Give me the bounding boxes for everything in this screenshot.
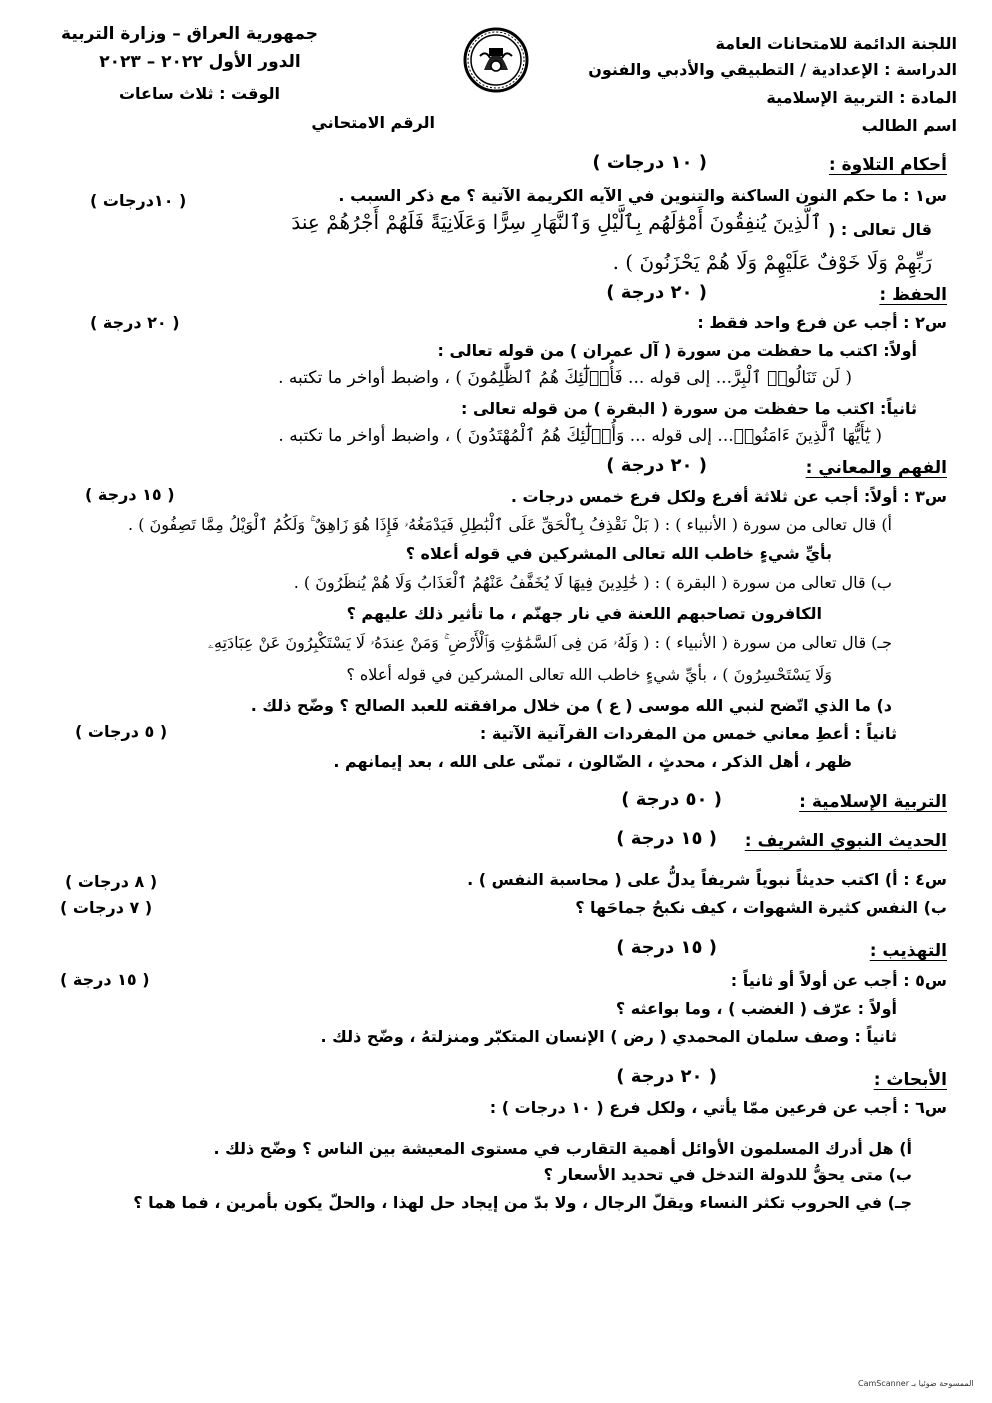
- q3-b-question: الكافرون تصاحبهم اللعنة في نار جهنّم ، ما تأثير ذلك عليهم ؟: [346, 604, 822, 623]
- study-branch: الدراسة : الإعدادية / التطبيقي والأدبي والفنون: [588, 60, 957, 79]
- q2-second-verse: ( يَٰٓأَيُّهَا ٱلَّذِينَ ءَامَنُوا۟... إلى قوله ... وَأُو۟لَٰٓئِكَ هُمُ ٱلْمُهْتَدُونَ ) ، واضبط أواخر ما تكتبه .: [278, 426, 882, 446]
- q2-first-verse: ( لَن تَنَالُوا۟ ٱلْبِرَّ... إلى قوله ... فَأُو۟لَٰٓئِكَ هُمُ ٱلظَّٰلِمُونَ ) ، واضبط أواخر ما تكتبه .: [278, 368, 852, 388]
- q5-text: س٥ : أجب عن أولاً أو ثانياً :: [730, 971, 947, 990]
- section-hadith-heading: الحديث النبوي الشريف :: [744, 831, 947, 851]
- section-tahdhib-marks: ( ١٥ درجة ): [616, 937, 717, 958]
- q6-b: ب) متى يحقُّ للدولة التدخل في تحديد الأسعار ؟: [543, 1165, 912, 1184]
- q2-text: س٢ : أجب عن فرع واحد فقط :: [697, 313, 947, 332]
- q3-c-verse-1: جـ) قال تعالى من سورة ( الأنبياء ) : ( وَلَهُۥ مَن فِى ٱلسَّمَٰوَٰتِ وَٱلْأَرْضِ ۚ وَمَنْ عِندَهُۥ لَا يَسْتَكْبِرُونَ عَنْ عِبَادَتِهِۦ: [207, 633, 892, 652]
- q3-second: ثانياً : أعطِ معاني خمس من المفردات القرآنية الآتية :: [479, 724, 897, 743]
- section-hadith-marks: ( ١٥ درجة ): [616, 828, 717, 849]
- subject-line: المادة : التربية الإسلامية: [766, 88, 957, 107]
- section-hifz-heading: الحفظ :: [879, 285, 947, 305]
- section-hifz-marks: ( ٢٠ درجة ): [606, 282, 707, 303]
- q5-marks: ( ١٥ درجة ): [60, 970, 150, 989]
- q2-marks: ( ٢٠ درجة ): [90, 313, 180, 332]
- student-name-label: اسم الطالب: [861, 116, 957, 135]
- section-tilawa-heading: أحكام التلاوة :: [828, 155, 947, 175]
- camscanner-watermark: الممسوحة ضوئيا بـ CamScanner: [858, 1379, 974, 1388]
- q5-first: أولاً : عرّف ( الغضب ) ، وما بواعثه ؟: [615, 999, 897, 1018]
- q3-second-marks: ( ٥ درجات ): [75, 722, 168, 741]
- q1-text: س١ : ما حكم النون الساكنة والتنوين في الآيه الكريمة الآتية ؟ مع ذكر السبب .: [338, 186, 947, 205]
- q2-second: ثانياً: اكتب ما حفظت من سورة ( البقرة ) من قوله تعالى :: [461, 399, 917, 418]
- exam-number-label: الرقم الامتحاني: [311, 113, 435, 132]
- q4-b-marks: ( ٧ درجات ): [60, 898, 153, 917]
- q6-text: س٦ : أجب عن فرعين ممّا يأتي ، ولكل فرع ( ١٠ درجات ) :: [489, 1098, 947, 1117]
- q3-a-verse: أ) قال تعالى من سورة ( الأنبياء ) : ( بَلْ نَقْذِفُ بِٱلْحَقِّ عَلَى ٱلْبَٰطِلِ فَيَدْمَغُهُۥ فَإِذَا هُوَ زَاهِقٌ ۚ وَلَكُمُ ٱلْوَيْلُ مِمَّا تَصِفُونَ ) .: [128, 515, 892, 534]
- q1-verse-intro: قال تعالى : (: [827, 220, 932, 239]
- section-fahm-heading: الفهم والمعاني :: [805, 458, 947, 478]
- q3-c-verse-2: وَلَا يَسْتَحْسِرُونَ ) ، بأيِّ شيءٍ خاطب الله تعالى المشركين في قوله أعلاه ؟: [346, 665, 832, 684]
- exam-round: الدور الأول ٢٠٢٢ – ٢٠٢٣: [99, 52, 301, 72]
- ministry-emblem-logo: [462, 26, 530, 94]
- ministry-title: جمهورية العراق – وزارة التربية: [61, 24, 318, 44]
- q6-c: جـ) في الحروب تكثر النساء ويقلّ الرجال ، ولا بدّ من إيجاد حل لهذا ، والحلّ يكون بأمرين ، فما هما ؟: [133, 1193, 912, 1212]
- q3-b-verse: ب) قال تعالى من سورة ( البقرة ) : ( خَٰلِدِينَ فِيهَا لَا يُخَفَّفُ عَنْهُمُ ٱلْعَذَابُ وَلَا هُمْ يُنظَرُونَ ) .: [293, 573, 892, 592]
- q3-text: س٣ : أولاً: أجب عن ثلاثة أفرع ولكل فرع خمس درجات .: [510, 487, 947, 506]
- q5-second: ثانياً : وصف سلمان المحمدي ( رض ) الإنسان المتكبّر ومنزلتهُ ، وضّح ذلك .: [320, 1027, 897, 1046]
- q3-marks: ( ١٥ درجة ): [85, 485, 175, 504]
- exam-time: الوقت : ثلاث ساعات: [118, 84, 280, 103]
- q4-a-marks: ( ٨ درجات ): [65, 872, 158, 891]
- section-abhath-heading: الأبحاث :: [873, 1070, 947, 1090]
- q4-b: ب) النفس كثيرة الشهوات ، كيف نكبحُ جماحَها ؟: [575, 898, 947, 917]
- section-abhath-marks: ( ٢٠ درجة ): [616, 1066, 717, 1087]
- section-tahdhib-heading: التهذيب :: [869, 941, 947, 961]
- q1-marks: ( ١٠درجات ): [90, 191, 187, 210]
- committee-title: اللجنة الدائمة للامتحانات العامة: [715, 34, 957, 53]
- section-tarbiya-heading: التربية الإسلامية :: [799, 792, 947, 812]
- q3-words: ظهر ، أهل الذكر ، محدثٍ ، الضّالون ، تمنّى على الله ، بعد إيمانهم .: [333, 752, 852, 771]
- q1-verse-line-1: ٱلَّذِينَ يُنفِقُونَ أَمْوَٰلَهُم بِٱلَّيْلِ وَٱلنَّهَارِ سِرًّا وَعَلَانِيَةً فَلَهُمْ أَجْرُهُمْ عِندَ: [291, 210, 822, 234]
- q3-d: د) ما الذي اتّضح لنبي الله موسى ( ع ) من خلال مرافقته للعبد الصالح ؟ وضّح ذلك .: [250, 696, 892, 715]
- section-fahm-marks: ( ٢٠ درجة ): [606, 455, 707, 476]
- q4-a: س٤ : أ) اكتب حديثاً نبوياً شريفاً يدلُّ على ( محاسبة النفس ) .: [467, 870, 947, 889]
- section-tarbiya-marks: ( ٥٠ درجة ): [621, 789, 722, 810]
- q6-a: أ) هل أدرك المسلمون الأوائل أهمية التقارب في مستوى المعيشة بين الناس ؟ وضّح ذلك .: [213, 1139, 912, 1158]
- q1-verse-line-2: رَبِّهِمْ وَلَا خَوْفٌ عَلَيْهِمْ وَلَا هُمْ يَحْزَنُونَ ) .: [612, 250, 932, 274]
- q3-a-question: بأيِّ شيءٍ خاطب الله تعالى المشركين في قوله أعلاه ؟: [405, 544, 832, 563]
- section-tilawa-marks: ( ١٠ درجات ): [592, 152, 707, 173]
- q2-first: أولاً: اكتب ما حفظت من سورة ( آل عمران ) من قوله تعالى :: [437, 341, 917, 360]
